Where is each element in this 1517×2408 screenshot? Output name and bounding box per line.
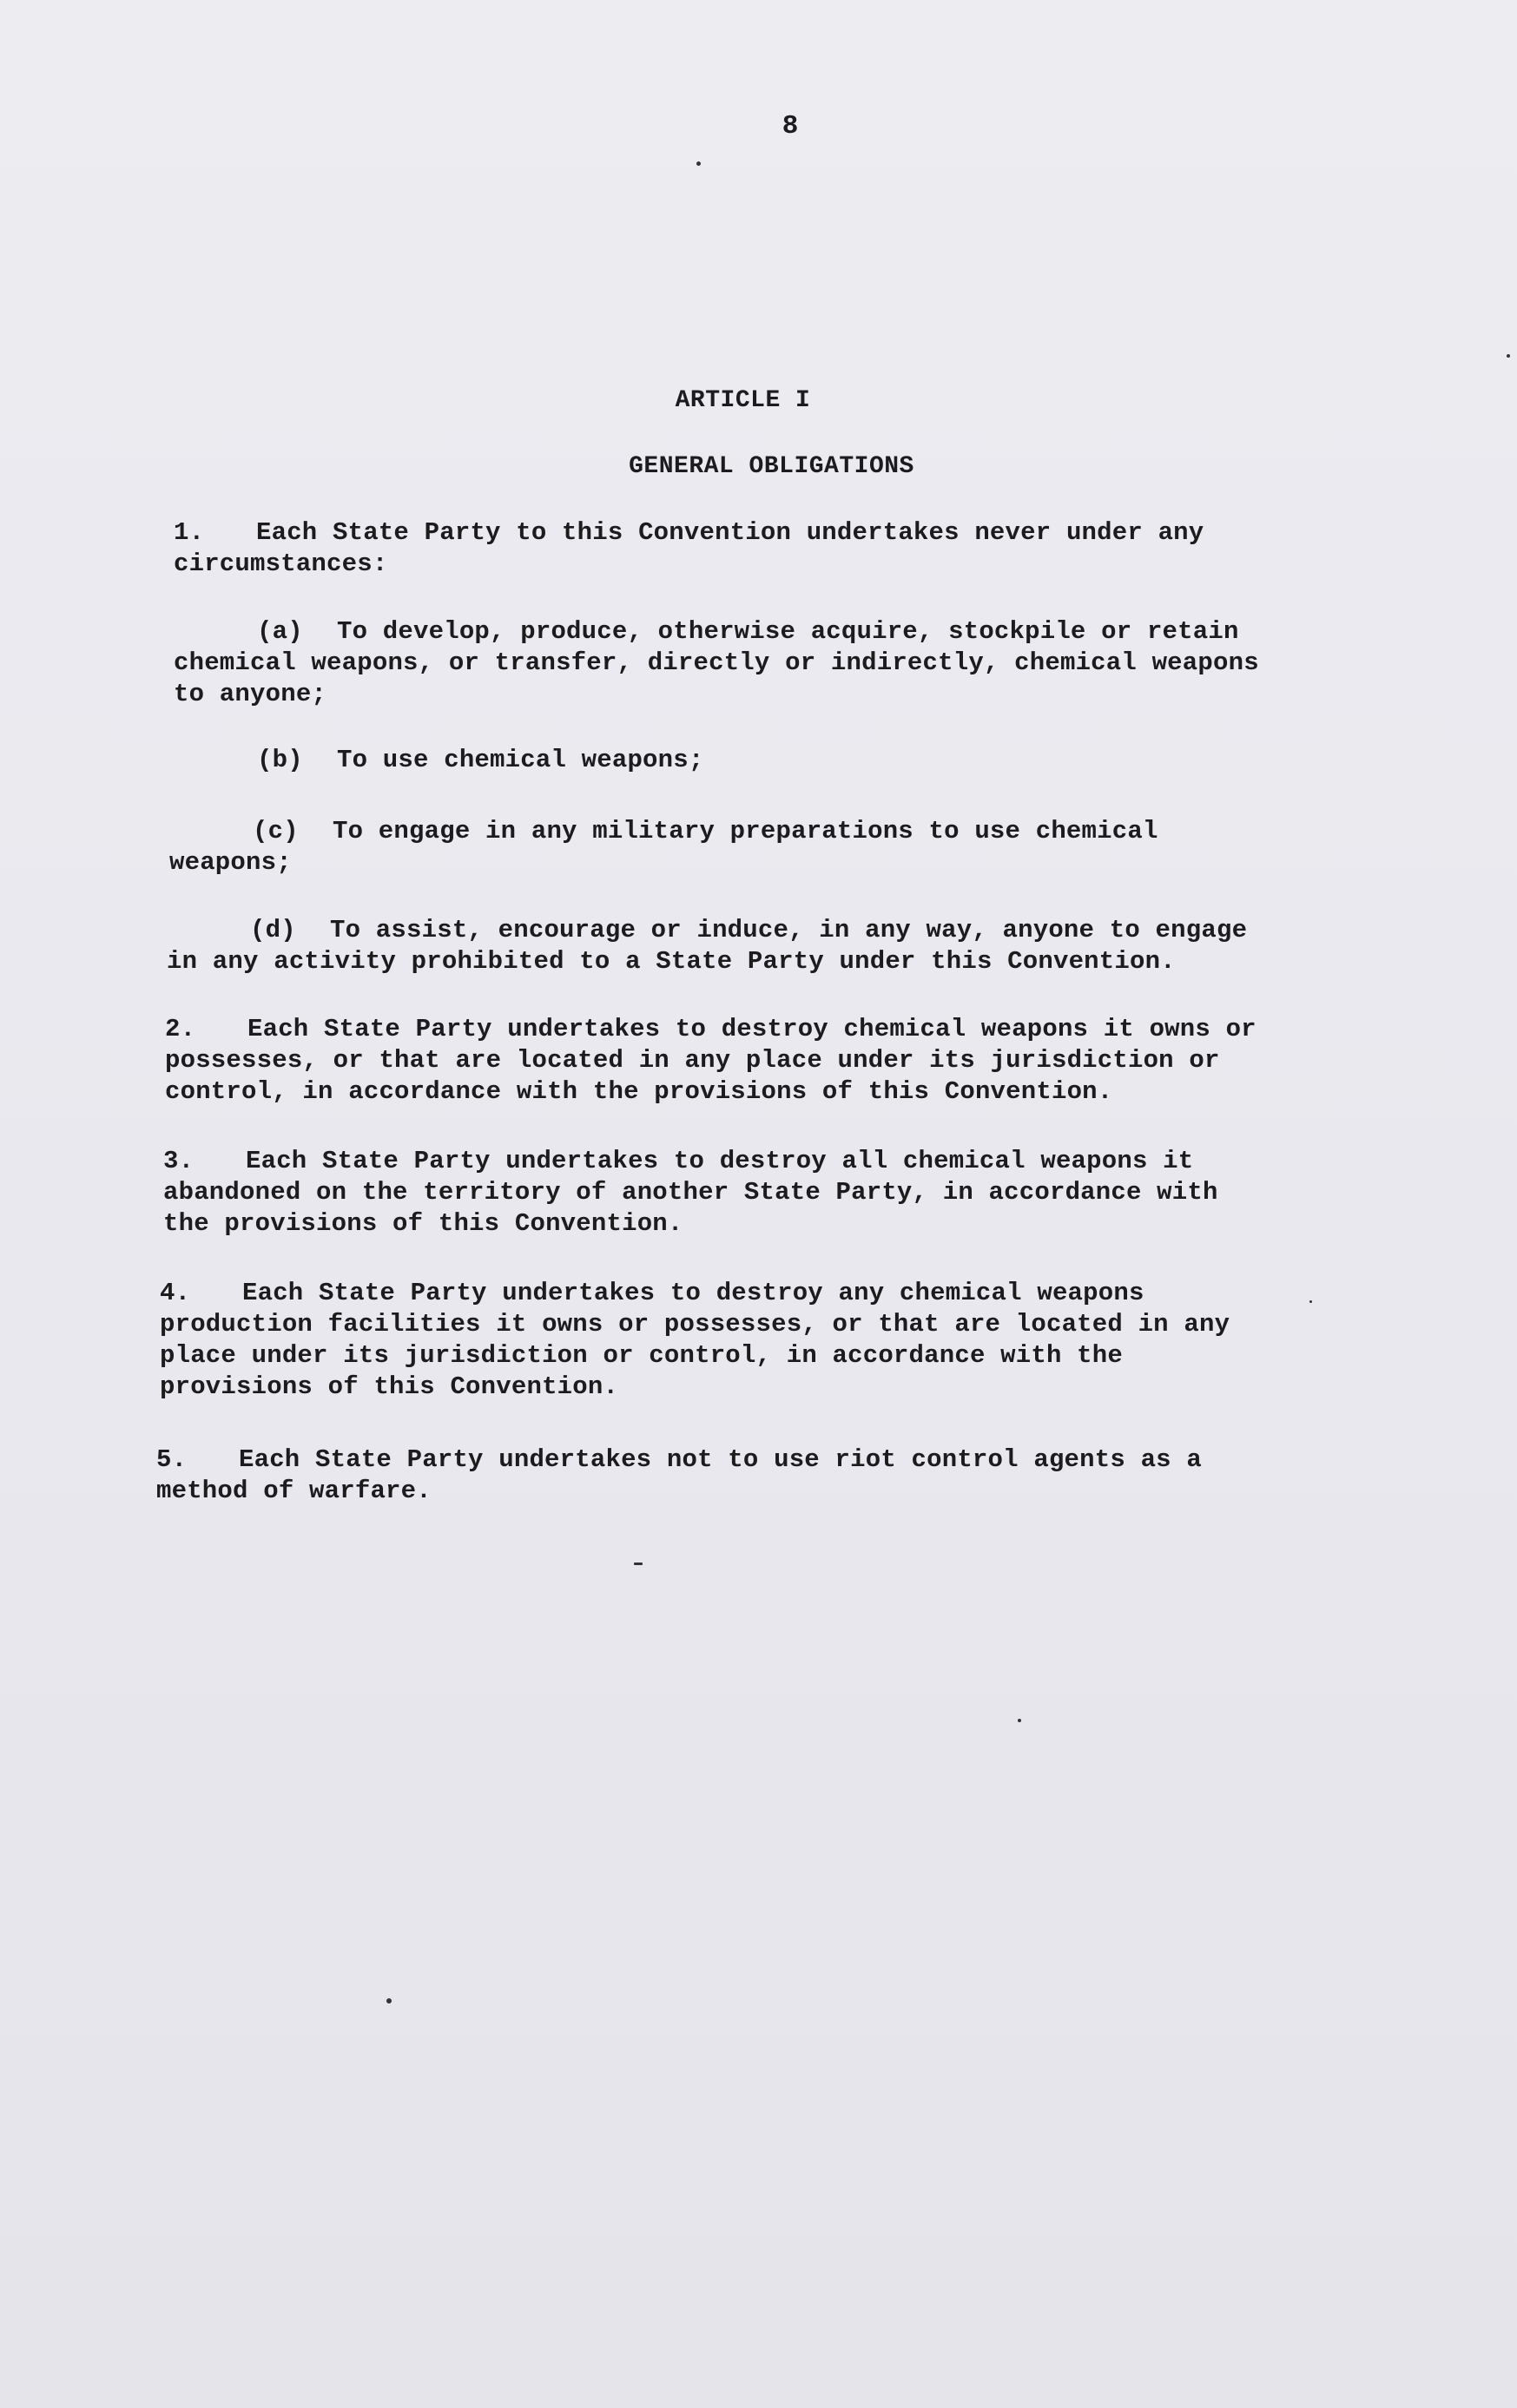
subparagraph-d: [167, 915, 1247, 977]
subparagraph-text: To engage in any military preparations to use chemical: [333, 817, 1158, 845]
paragraph-number: 1.: [174, 518, 205, 547]
article-subtitle: GENERAL OBLIGATIONS: [629, 453, 914, 480]
article-title: ARTICLE I: [675, 387, 811, 414]
paragraph-number: 4.: [160, 1279, 191, 1307]
subparagraph-a: [174, 616, 1259, 710]
paragraph-text-line: possesses, or that are located in any place under its jurisdiction or: [165, 1046, 1220, 1075]
paragraph-text-line: method of warfare.: [156, 1477, 432, 1505]
paragraph-2: [165, 1014, 1256, 1108]
scan-speck: [1507, 354, 1510, 358]
scan-speck: [634, 1563, 643, 1565]
paragraph-text: Each State Party undertakes to destroy all chemical weapons it: [246, 1147, 1194, 1175]
subparagraph-text: To assist, encourage or induce, in any way, anyone to engage: [330, 916, 1248, 944]
paragraph-text: Each State Party undertakes not to use riot control agents as a: [239, 1445, 1202, 1474]
subparagraph-label: (b): [257, 746, 303, 774]
scan-speck: [1309, 1300, 1312, 1303]
subparagraph-label: (c): [253, 817, 299, 845]
subparagraph-text-line: chemical weapons, or transfer, directly or indirectly, chemical weapons: [174, 648, 1259, 677]
subparagraph-text: To use chemical weapons;: [337, 746, 704, 774]
paragraph-text-line: production facilities it owns or possesses, or that are located in any: [160, 1310, 1230, 1339]
subparagraph-text: To develop, produce, otherwise acquire, stockpile or retain: [337, 617, 1239, 646]
paragraph-text: Each State Party undertakes to destroy any chemical weapons: [242, 1279, 1144, 1307]
paragraph-5: [156, 1444, 1202, 1507]
subparagraph-text-line: weapons;: [169, 848, 292, 877]
scan-speck: [386, 1998, 392, 2003]
subparagraph-label: (d): [250, 916, 296, 944]
scan-speck: [696, 161, 701, 166]
paragraph-text-line: provisions of this Convention.: [160, 1372, 619, 1401]
paragraph-text-line: the provisions of this Convention.: [163, 1209, 683, 1238]
page-number: 8: [782, 111, 799, 141]
scan-speck: [1018, 1719, 1021, 1722]
subparagraph-c: [169, 816, 1158, 878]
paragraph-text: Each State Party undertakes to destroy chemical weapons it owns or: [247, 1015, 1256, 1043]
subparagraph-label: (a): [257, 617, 303, 646]
paragraph-3: [163, 1146, 1218, 1240]
paragraph-text-line: circumstances:: [174, 549, 388, 578]
paragraph-text-line: abandoned on the territory of another State Party, in accordance with: [163, 1178, 1218, 1207]
paragraph-number: 3.: [163, 1147, 195, 1175]
paragraph-text: Each State Party to this Convention undertakes never under any: [256, 518, 1204, 547]
paragraph-number: 5.: [156, 1445, 188, 1474]
paragraph-number: 2.: [165, 1015, 196, 1043]
subparagraph-b: [174, 745, 703, 776]
paragraph-4: [160, 1278, 1230, 1403]
paragraph-1: [174, 517, 1204, 580]
paragraph-text-line: place under its jurisdiction or control, in accordance with the: [160, 1341, 1123, 1370]
paragraph-text-line: control, in accordance with the provisions of this Convention.: [165, 1077, 1113, 1106]
subparagraph-text-line: in any activity prohibited to a State Party under this Convention.: [167, 947, 1176, 976]
subparagraph-text-line: to anyone;: [174, 680, 327, 708]
